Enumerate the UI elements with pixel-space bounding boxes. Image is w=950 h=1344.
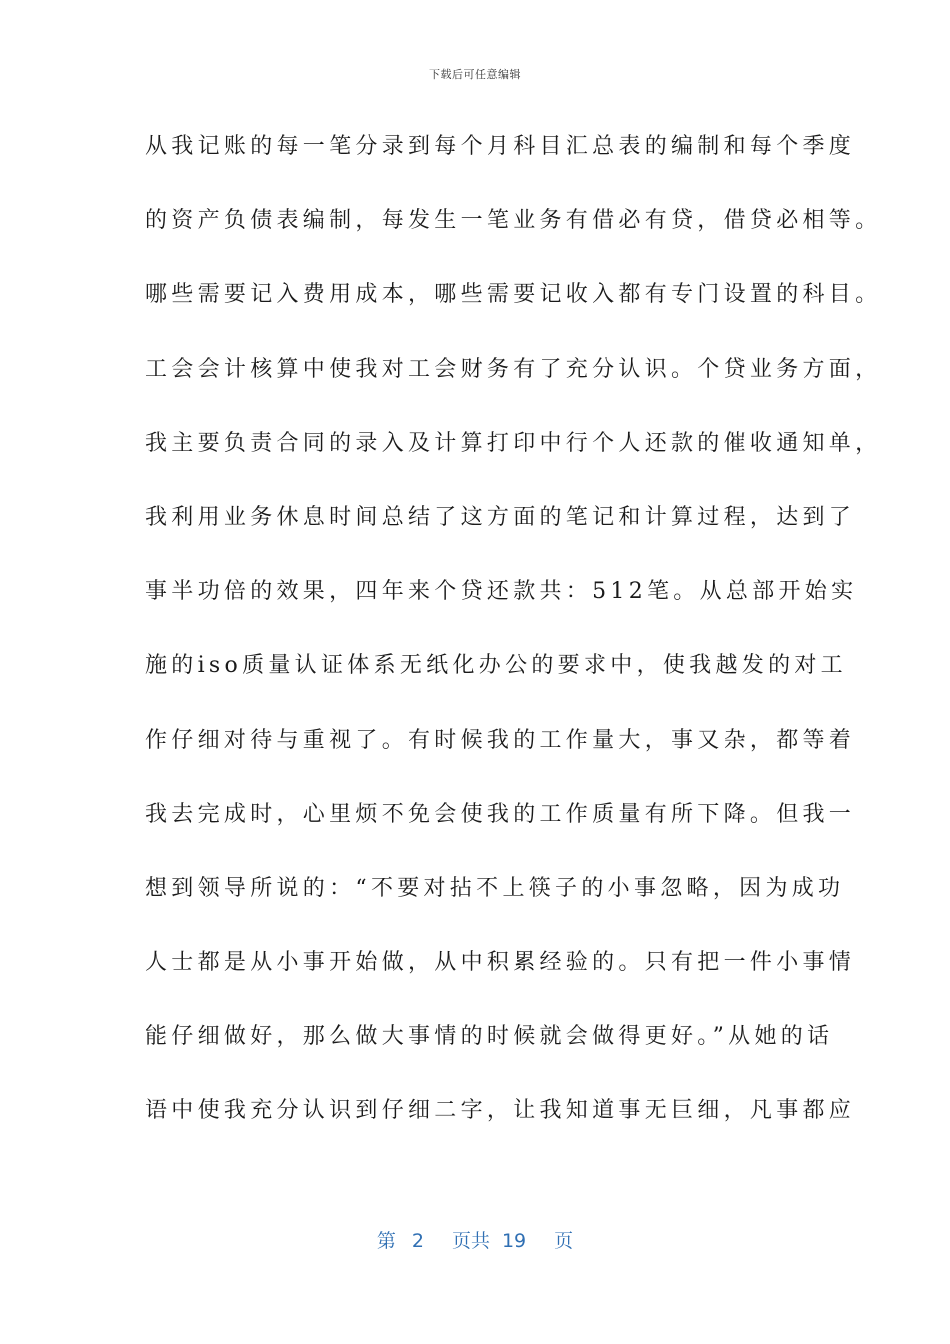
- document-body: [145, 125, 882, 1164]
- text-line: 工会会计核算中使我对工会财务有了充分认识。个贷业务方面，: [145, 356, 882, 382]
- text-line: 施的iso质量认证体系无纸化办公的要求中，使我越发的对工: [145, 653, 847, 679]
- total-pages-number: 19: [501, 1230, 527, 1252]
- text-line: 想到领导所说的：“不要对拈不上筷子的小事忽略，因为成功: [145, 875, 845, 901]
- text-line: 哪些需要记入费用成本，哪些需要记收入都有专门设置的科目。: [145, 282, 882, 308]
- text-line: 人士都是从小事开始做，从中积累经验的。只有把一件小事情: [145, 950, 856, 976]
- text-line: 我去完成时，心里烦不免会使我的工作质量有所下降。但我一: [145, 801, 856, 827]
- text-line: 事半功倍的效果，四年来个贷还款共：512笔。从总部开始实: [145, 579, 858, 605]
- text-line: 我利用业务休息时间总结了这方面的笔记和计算过程，达到了: [145, 504, 856, 530]
- text-line: 的资产负债表编制，每发生一笔业务有借必有贷，借贷必相等。: [145, 208, 882, 234]
- footer-prefix: 第: [376, 1230, 396, 1252]
- text-line: 语中使我充分认识到仔细二字，让我知道事无巨细，凡事都应: [145, 1098, 856, 1124]
- current-page-number: 2: [411, 1230, 424, 1252]
- text-line: 能仔细做好，那么做大事情的时候就会做得更好。”从她的话: [145, 1024, 834, 1050]
- text-line: 从我记账的每一笔分录到每个月科目汇总表的编制和每个季度: [145, 134, 856, 159]
- text-line: 作仔细对待与重视了。有时候我的工作量大，事又杂，都等着: [145, 727, 856, 753]
- footer-middle: 页共: [451, 1230, 490, 1252]
- text-line: 我主要负责合同的录入及计算打印中行个人还款的催收通知单，: [145, 430, 882, 456]
- footer-suffix: 页: [554, 1230, 574, 1252]
- page-footer: [0, 1226, 950, 1253]
- page-header: 下载后可任意编辑: [429, 68, 521, 81]
